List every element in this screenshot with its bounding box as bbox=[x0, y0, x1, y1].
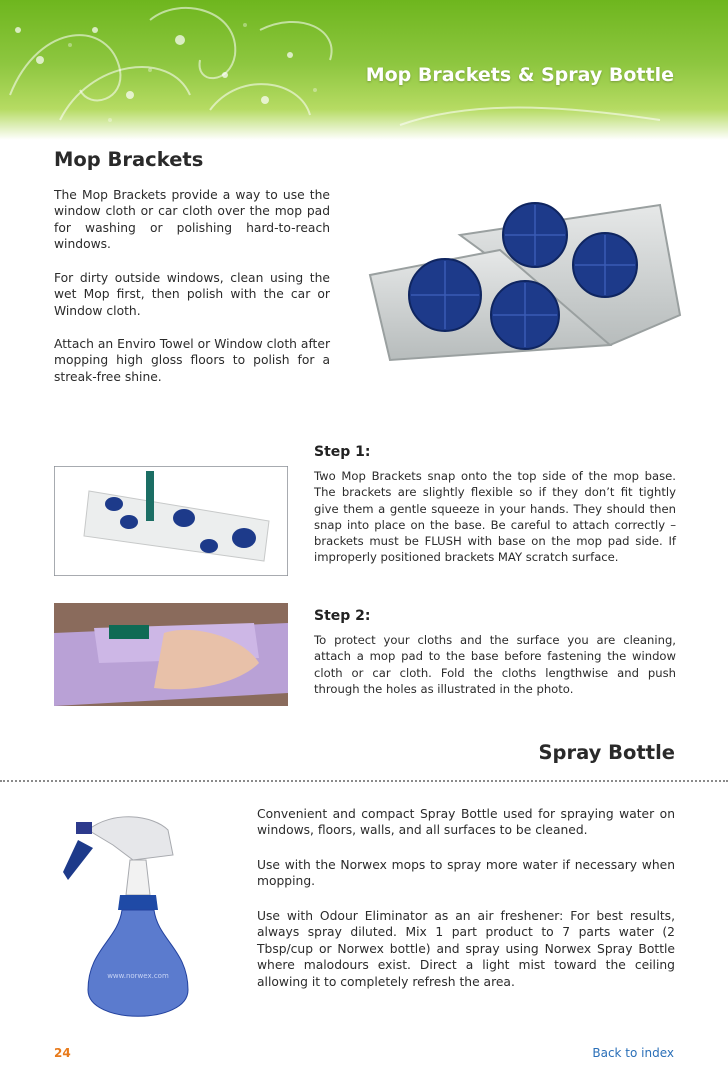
spray-bottle-paragraph-2: Use with the Norwex mops to spray more water if necessary when mopping. bbox=[257, 858, 675, 889]
step-2-text: To protect your cloths and the surface you are cleaning, attach a mop pad to the base before fastening the window cloth or car cloth. Fold the cloths lengthwise and push through the holes as illustrated in the photo. bbox=[314, 633, 676, 696]
page-title: Mop Brackets & Spray Bottle bbox=[365, 64, 674, 86]
spray-bottle-image bbox=[58, 800, 218, 1030]
mop-brackets-heading: Mop Brackets bbox=[54, 148, 204, 171]
section-divider bbox=[0, 780, 728, 782]
step-1-image bbox=[54, 466, 288, 576]
mop-brackets-image bbox=[360, 195, 690, 370]
bottle-label: www.norwex.com bbox=[107, 972, 169, 980]
mop-brackets-paragraph-2: For dirty outside windows, clean using the wet Mop first, then polish with the car or Window cloth. bbox=[54, 271, 330, 318]
step-2-image bbox=[54, 603, 288, 706]
back-to-index-link[interactable]: Back to index bbox=[592, 1046, 674, 1060]
spray-bottle-paragraph-1: Convenient and compact Spray Bottle used for spraying water on windows, floors, walls, and all surfaces to be cleaned. bbox=[257, 807, 675, 838]
page-number: 24 bbox=[54, 1046, 71, 1060]
step-1-text: Two Mop Brackets snap onto the top side of the mop base. The brackets are slightly flexible so if they don’t fit tightly give them a gentle squeeze in your hands. They should then snap into place on the base. Be careful to attach correctly – brackets must be FLUSH with base on the mop pad side. If improperly positioned brackets MAY scratch surface. bbox=[314, 469, 676, 565]
mop-brackets-paragraph-1: The Mop Brackets provide a way to use the window cloth or car cloth over the mop pad for washing or polishing hard-to-reach windows. bbox=[54, 188, 330, 252]
mop-brackets-paragraph-3: Attach an Enviro Towel or Window cloth after mopping high gloss floors to polish for a streak-free shine. bbox=[54, 337, 330, 384]
step-2-title: Step 2: bbox=[314, 608, 371, 624]
spray-bottle-paragraph-3: Use with Odour Eliminator as an air freshener: For best results, always spray diluted. Mix 1 part product to 7 parts water (2 Tbsp/cup or Norwex bottle) and spray using Norwex Spray Bottle where malodours exist. Direct a light mist toward the ceiling allowing it to completely refresh the area. bbox=[257, 909, 675, 989]
spray-bottle-heading: Spray Bottle bbox=[538, 741, 675, 764]
step-1-title: Step 1: bbox=[314, 444, 371, 460]
header-banner bbox=[0, 0, 728, 140]
